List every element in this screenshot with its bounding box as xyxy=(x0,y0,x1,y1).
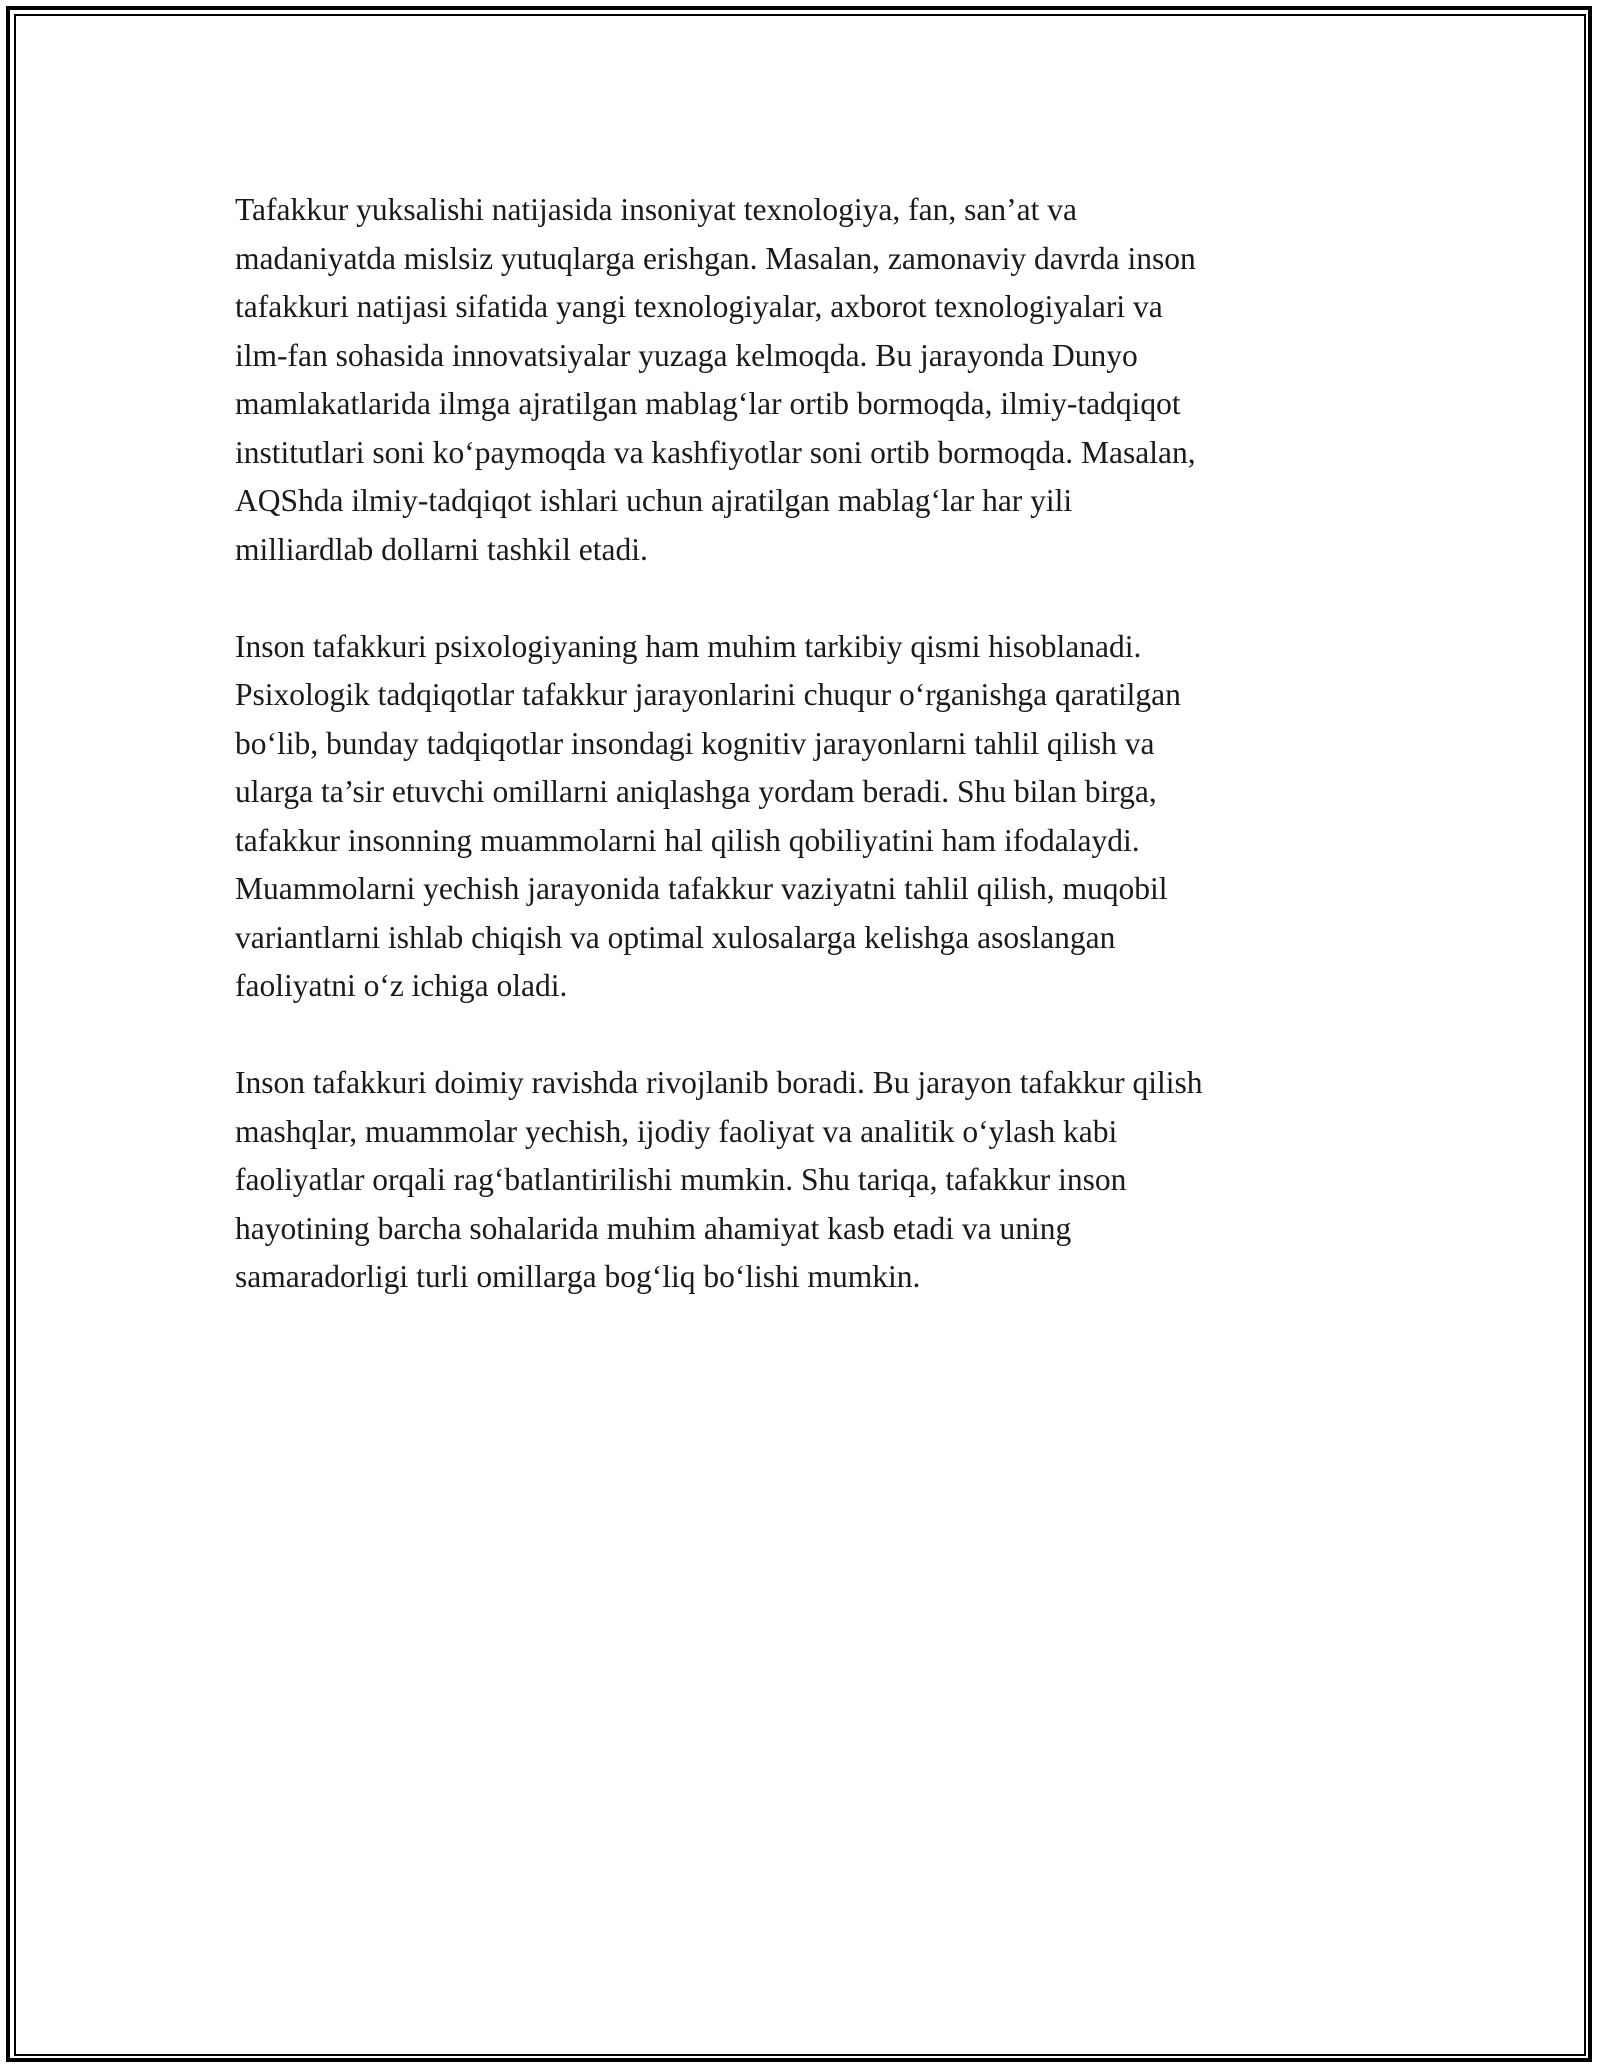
paragraph-2: Inson tafakkuri psixologiyaning ham muhim tarkibiy qismi hisoblanadi. Psixologik tadqiqotlar tafakkur jarayonlarini chuqur o‘rganishga qaratilgan bo‘lib, bunday tadqiqotlar insondagi kognitiv jarayonlarni tahlil qilish va ularga ta’sir etuvchi omillarni aniqlashga yordam beradi. Shu bilan birga, tafakkur insonning muammolarni hal qilish qobiliyatini ham ifodalaydi. Muammolarni yechish jarayonida tafakkur vaziyatni tahlil qilish, muqobil variantlarni ishlab chiqish va optimal xulosalarga kelishga asoslangan faoliyatni o‘z ichiga oladi. xyxy=(235,628,1181,1003)
paragraph-3: Inson tafakkuri doimiy ravishda rivojlanib boradi. Bu jarayon tafakkur qilish mashqlar, muammolar yechish, ijodiy faoliyat va analitik o‘ylash kabi faoliyatlar orqali rag‘batlantirilishi mumkin. Shu tariqa, tafakkur inson hayotining barcha sohalarida muhim ahamiyat kasb etadi va uning samaradorligi turli omillarga bog‘liq bo‘lishi mumkin. xyxy=(235,1065,1203,1294)
document-body xyxy=(235,186,1385,1350)
paragraph-1: Tafakkur yuksalishi natijasida insoniyat texnologiya, fan, san’at va madaniyatda mislsiz yutuqlarga erishgan. Masalan, zamonaviy davrda inson tafakkuri natijasi sifatida yangi texnologiyalar, axborot texnologiyalari va ilm-fan sohasida innovatsiyalar yuzaga kelmoqda. Bu jarayonda Dunyo mamlakatlarida ilmga ajratilgan mablag‘lar ortib bormoqda, ilmiy-tadqiqot institutlari soni ko‘paymoqda va kashfiyotlar soni ortib bormoqda. Masalan, AQShda ilmiy-tadqiqot ishlari uchun ajratilgan mablag‘lar har yili milliardlab dollarni tashkil etadi. xyxy=(235,192,1196,567)
